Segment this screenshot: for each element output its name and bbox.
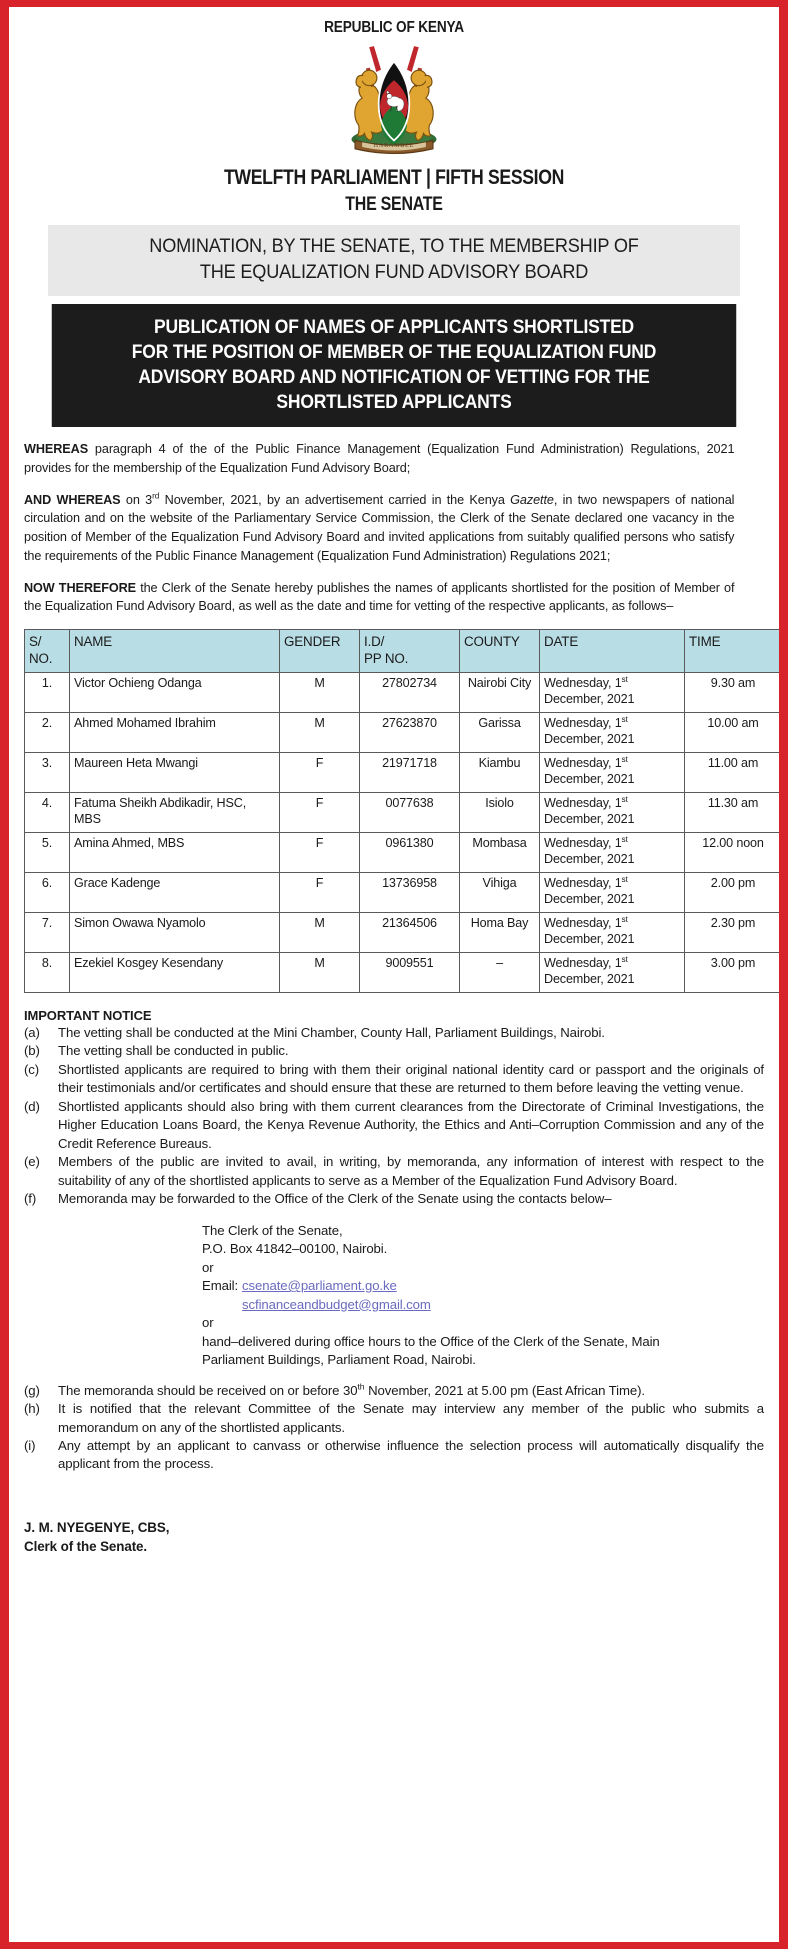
whereas-lead: WHEREAS: [24, 441, 89, 457]
cell-county: Nairobi City: [460, 672, 540, 712]
email-link-csenate[interactable]: csenate@parliament.go.ke: [242, 1278, 397, 1294]
notice-item-text: Any attempt by an applicant to canvass or otherwise influence the selection process will automatically disqualify the applicant from the process.: [58, 1437, 764, 1472]
parliament-session-title: TWELFTH PARLIAMENT | FIFTH SESSION: [223, 166, 565, 189]
id-header-line2: PP NO.: [364, 650, 409, 666]
cell-id-number: 27802734: [360, 672, 460, 712]
cell-serial: 3.: [25, 752, 70, 792]
cell-serial: 8.: [25, 952, 70, 992]
and-whereas-part1: on 3: [120, 491, 153, 507]
cell-gender: F: [280, 792, 360, 832]
headline-line4: SHORTLISTED APPLICANTS: [276, 392, 512, 414]
column-header-name: NAME: [70, 630, 280, 673]
cell-serial: 4.: [25, 792, 70, 832]
table-row: [25, 712, 782, 752]
contact-postal-line: P.O. Box 41842–00100, Nairobi.: [202, 1241, 388, 1257]
table-body: [25, 672, 782, 992]
subject-banner-line2: THE EQUALIZATION FUND ADVISORY BOARD: [199, 260, 589, 283]
subject-banner-line1: NOMINATION, BY THE SENATE, TO THE MEMBERSHIP OF: [149, 235, 639, 257]
cell-date: Wednesday, 1st December, 2021: [540, 952, 685, 992]
contact-hand-delivery-line1: hand–delivered during office hours to the Office of the Clerk of the Senate, Main: [202, 1333, 660, 1349]
notice-item-text: The vetting shall be conducted at the Mini Chamber, County Hall, Parliament Buildings, Nairobi.: [58, 1024, 605, 1040]
cell-id-number: 9009551: [360, 952, 460, 992]
cell-county: –: [460, 952, 540, 992]
important-notice-list-continued: [24, 1382, 764, 1474]
cell-name: Victor Ochieng Odanga: [70, 672, 280, 712]
table-row: [25, 912, 782, 952]
now-therefore-body: the Clerk of the Senate hereby publishes the names of applicants shortlisted for the position of Member of the Equalization Fund Advisory Board, as well as the date and time for vetting of the respective applicants, as follows–: [24, 579, 735, 614]
cell-name: Ezekiel Kosgey Kesendany: [70, 952, 280, 992]
notice-item: [24, 1098, 764, 1153]
table-row: [25, 952, 782, 992]
cell-time: 11.30 am: [685, 792, 782, 832]
crest-container: [22, 39, 766, 162]
cell-time: 12.00 noon: [685, 832, 782, 872]
notice-item-marker: (d): [24, 1098, 40, 1114]
notice-item-text: It is notified that the relevant Committee of the Senate may interview any member of the public who submits a memorandum on any of the shortlisted applicants.: [58, 1401, 764, 1435]
table-row: [25, 832, 782, 872]
notice-item-text: The vetting shall be conducted in public.: [58, 1043, 289, 1059]
paragraph-now-therefore: [24, 579, 734, 616]
notice-item-marker: (g): [24, 1382, 40, 1398]
contact-or-second: or: [202, 1315, 214, 1331]
cell-serial: 6.: [25, 872, 70, 912]
cell-gender: M: [280, 672, 360, 712]
table-row: [25, 672, 782, 712]
contacts-block: [202, 1222, 764, 1370]
notice-item: [24, 1190, 764, 1208]
and-whereas-part2: November, 2021, by an advertisement carried in the Kenya: [159, 491, 511, 507]
cell-serial: 7.: [25, 912, 70, 952]
notice-item-marker: (c): [24, 1061, 40, 1077]
and-whereas-lead: AND WHEREAS: [24, 491, 121, 507]
column-header-county: COUNTY: [460, 630, 540, 673]
cell-time: 2.30 pm: [685, 912, 782, 952]
cell-county: Mombasa: [460, 832, 540, 872]
shortlisted-applicants-table: [24, 629, 782, 993]
cell-county: Vihiga: [460, 872, 540, 912]
subject-banner: [48, 225, 740, 296]
email-links: [242, 1277, 431, 1314]
and-whereas-part3: , in two newspapers of national circulation and on the website of the Parliamentary Service Commission, the Clerk of the Senate declared one vacancy in the position of Member of the Equalization Fund Advisory Board and invited applications from suitably qualified persons who satisfy the requirements of the Public Finance Management (Equalization Fund Administration) Regulations 2021;: [24, 491, 735, 563]
notice-item-text: Shortlisted applicants are required to bring with them their original national identity card or passport and the originals of their testimonials and/or certificates and should ensure that these are returned to them before leaving the vetting venue.: [58, 1061, 764, 1096]
notice-item: [24, 1153, 764, 1190]
column-header-gender: GENDER: [280, 630, 360, 673]
notice-item: [24, 1437, 764, 1474]
notice-item-marker: (i): [24, 1437, 36, 1453]
whereas-body: paragraph 4 of the of the Public Finance Management (Equalization Fund Administration) Regulations, 2021 provides for the membership of the Equalization Fund Advisory Board;: [24, 441, 735, 475]
signatory-name: J. M. NYEGENYE, CBS,: [24, 1519, 170, 1535]
cell-id-number: 21364506: [360, 912, 460, 952]
notice-item: [24, 1400, 764, 1437]
cell-time: 2.00 pm: [685, 872, 782, 912]
cell-county: Homa Bay: [460, 912, 540, 952]
cell-date: Wednesday, 1st December, 2021: [540, 872, 685, 912]
headline-line3: ADVISORY BOARD AND NOTIFICATION OF VETTING FOR THE: [138, 367, 650, 388]
cell-id-number: 0961380: [360, 832, 460, 872]
signatory-title: Clerk of the Senate.: [24, 1539, 148, 1555]
and-whereas-ordinal: rd: [152, 490, 160, 501]
cell-time: 9.30 am: [685, 672, 782, 712]
cell-gender: M: [280, 912, 360, 952]
contact-clerk-line: The Clerk of the Senate,: [202, 1222, 343, 1238]
notice-item: [24, 1024, 764, 1042]
cell-name: Ahmed Mohamed Ibrahim: [70, 712, 280, 752]
cell-date: Wednesday, 1st December, 2021: [540, 792, 685, 832]
notice-item: [24, 1382, 764, 1400]
cell-county: Isiolo: [460, 792, 540, 832]
cell-county: Kiambu: [460, 752, 540, 792]
cell-name: Grace Kadenge: [70, 872, 280, 912]
cell-gender: M: [280, 712, 360, 752]
serial-header-line1: S/: [29, 634, 42, 650]
table-row: [25, 752, 782, 792]
notice-item-marker: (f): [24, 1191, 37, 1207]
cell-serial: 5.: [25, 832, 70, 872]
notice-item-marker: (e): [24, 1154, 40, 1170]
gazette-italic: Gazette: [510, 491, 554, 507]
cell-time: 10.00 am: [685, 712, 782, 752]
notice-item: [24, 1042, 764, 1060]
cell-gender: F: [280, 752, 360, 792]
notice-item-text: Memoranda may be forwarded to the Office of the Clerk of the Senate using the contacts below–: [58, 1191, 612, 1207]
column-header-time: TIME: [685, 630, 782, 673]
cell-gender: F: [280, 832, 360, 872]
cell-id-number: 13736958: [360, 872, 460, 912]
important-notice-list: [24, 1024, 764, 1209]
column-header-serial: [25, 630, 70, 673]
cell-date: Wednesday, 1st December, 2021: [540, 832, 685, 872]
cell-serial: 2.: [25, 712, 70, 752]
table-row: [25, 792, 782, 832]
cell-date: Wednesday, 1st December, 2021: [540, 912, 685, 952]
contact-email-row: [202, 1277, 764, 1314]
cell-name: Maureen Heta Mwangi: [70, 752, 280, 792]
contact-hand-delivery-line2: Parliament Buildings, Parliament Road, Nairobi.: [202, 1352, 476, 1368]
important-notice-title: IMPORTANT NOTICE: [24, 1007, 152, 1023]
signature-block: [24, 1518, 764, 1557]
headline-line1: PUBLICATION OF NAMES OF APPLICANTS SHORTLISTED: [153, 316, 635, 338]
cell-county: Garissa: [460, 712, 540, 752]
table-header-row: [25, 630, 782, 673]
cell-date: Wednesday, 1st December, 2021: [540, 712, 685, 752]
kenya-coat-of-arms-icon: [335, 39, 453, 162]
cell-id-number: 21971718: [360, 752, 460, 792]
notice-item: [24, 1061, 764, 1098]
paragraph-and-whereas: [24, 491, 734, 566]
table-row: [25, 872, 782, 912]
cell-id-number: 27623870: [360, 712, 460, 752]
cell-time: 3.00 pm: [685, 952, 782, 992]
email-link-scfinance[interactable]: scfinanceandbudget@gmail.com: [242, 1296, 431, 1312]
now-therefore-lead: NOW THEREFORE: [24, 579, 137, 595]
headline-banner: [52, 304, 736, 427]
house-title: THE SENATE: [345, 194, 443, 215]
id-header-line1: I.D/: [364, 634, 385, 650]
headline-line2: FOR THE POSITION OF MEMBER OF THE EQUALIZATION FUND: [131, 341, 657, 363]
notice-item-marker: (a): [24, 1024, 40, 1040]
email-label: Email:: [202, 1278, 239, 1294]
contact-or-first: or: [202, 1259, 214, 1275]
cell-date: Wednesday, 1st December, 2021: [540, 672, 685, 712]
notice-item-text: Members of the public are invited to avail, in writing, by memoranda, any information of interest with respect to the suitability of any of the shortlisted applicants to serve as a Member of the Equalization Fund Advisory Board.: [58, 1154, 764, 1188]
cell-name: Simon Owawa Nyamolo: [70, 912, 280, 952]
country-title: REPUBLIC OF KENYA: [324, 19, 464, 36]
cell-date: Wednesday, 1st December, 2021: [540, 752, 685, 792]
notice-item-text: The memoranda should be received on or before 30th November, 2021 at 5.00 pm (East African Time).: [58, 1381, 645, 1398]
svg-text:HARAMBEE: HARAMBEE: [373, 142, 415, 149]
notice-item-text: Shortlisted applicants should also bring with them current clearances from the Directorate of Criminal Investigations, the Higher Education Loans Board, the Kenya Revenue Authority, the Ethics and Anti–Corruption Commission and any of the Credit Reference Bureaus.: [58, 1098, 764, 1151]
column-header-date: DATE: [540, 630, 685, 673]
serial-header-line2: NO.: [29, 650, 53, 666]
notice-item-marker: (b): [24, 1043, 40, 1059]
paragraph-whereas: [24, 440, 734, 477]
cell-name: Amina Ahmed, MBS: [70, 832, 280, 872]
cell-time: 11.00 am: [685, 752, 782, 792]
cell-name: Fatuma Sheikh Abdikadir, HSC, MBS: [70, 792, 280, 832]
column-header-id: [360, 630, 460, 673]
cell-gender: F: [280, 872, 360, 912]
table-header: [25, 630, 782, 673]
notice-item-marker: (h): [24, 1401, 40, 1417]
cell-gender: M: [280, 952, 360, 992]
cell-serial: 1.: [25, 672, 70, 712]
cell-id-number: 0077638: [360, 792, 460, 832]
